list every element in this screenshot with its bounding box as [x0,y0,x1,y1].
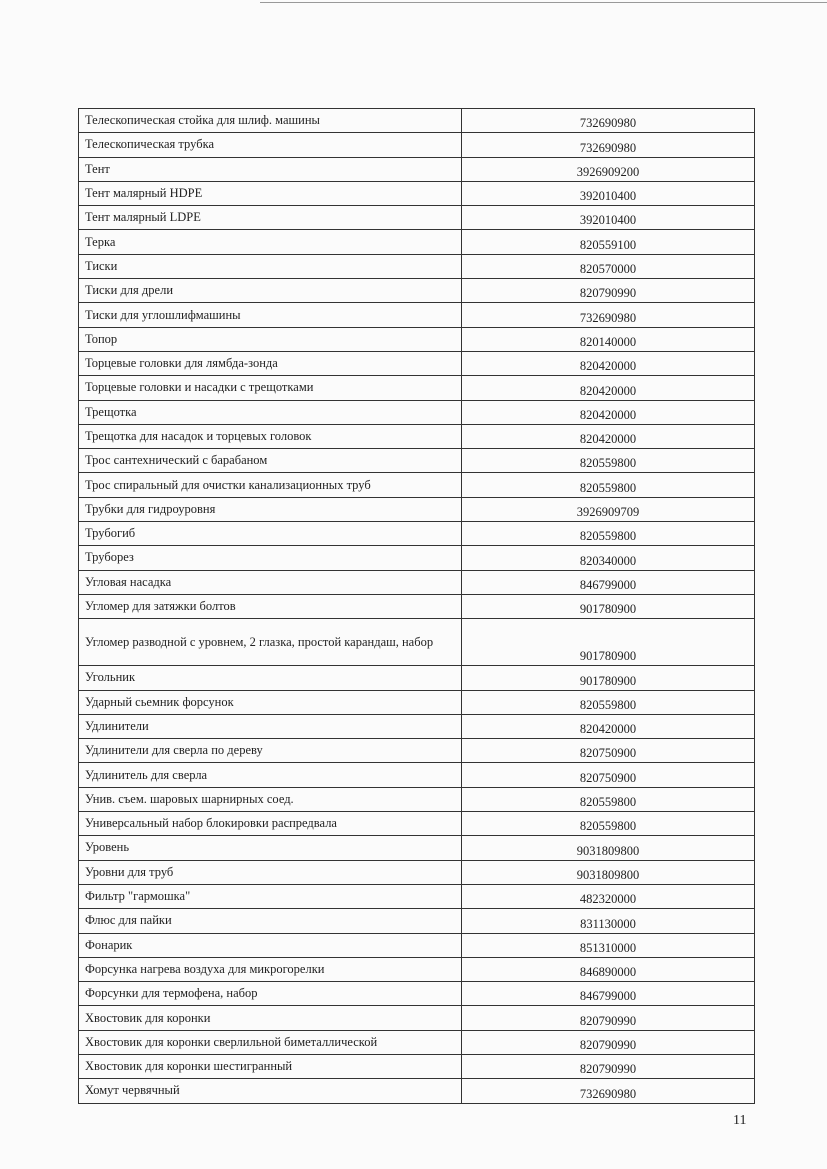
item-name: Телескопическая трубка [79,133,462,157]
item-name: Торцевые головки для лямбда-зонда [79,351,462,375]
table-row [79,109,755,133]
item-code: 820559800 [462,473,755,497]
item-code: 732690980 [462,1079,755,1103]
table-row [79,376,755,400]
item-code: 482320000 [462,884,755,908]
item-code: 9031809800 [462,860,755,884]
item-name: Трещотка [79,400,462,424]
item-name: Форсунки для термофена, набор [79,982,462,1006]
item-code: 820559800 [462,787,755,811]
item-code: 820340000 [462,546,755,570]
item-code: 820750900 [462,739,755,763]
table-row [79,1030,755,1054]
item-code: 820420000 [462,714,755,738]
item-code: 901780900 [462,619,755,666]
item-name: Хомут червячный [79,1079,462,1103]
table-row [79,957,755,981]
item-name: Тиски [79,254,462,278]
item-code: 732690980 [462,303,755,327]
table-row [79,1079,755,1103]
item-code: 831130000 [462,909,755,933]
item-name: Тент малярный LDPE [79,206,462,230]
item-code: 820420000 [462,376,755,400]
item-code: 820790990 [462,279,755,303]
hs-code-table [78,108,755,1104]
item-name: Тент [79,157,462,181]
item-code: 820790990 [462,1030,755,1054]
item-name: Трос сантехнический с барабаном [79,449,462,473]
item-name: Флюс для пайки [79,909,462,933]
item-code: 820790990 [462,1054,755,1078]
table-row [79,400,755,424]
item-name: Хвостовик для коронки [79,1006,462,1030]
scan-edge-line [260,2,827,3]
item-code: 820420000 [462,351,755,375]
item-name: Фильтр "гармошка" [79,884,462,908]
item-name: Труборез [79,546,462,570]
table-row [79,570,755,594]
table-row [79,666,755,690]
item-name: Удлинитель для сверла [79,763,462,787]
item-name: Универсальный набор блокировки распредвала [79,812,462,836]
item-code: 820750900 [462,763,755,787]
item-name: Ударный сьемник форсунок [79,690,462,714]
item-code: 820559800 [462,522,755,546]
item-name: Фонарик [79,933,462,957]
item-code: 820559800 [462,690,755,714]
item-name: Угольник [79,666,462,690]
item-code: 820140000 [462,327,755,351]
item-code: 9031809800 [462,836,755,860]
item-code: 820559800 [462,449,755,473]
table-row [79,181,755,205]
table-row [79,546,755,570]
item-name: Удлинители для сверла по дереву [79,739,462,763]
table-row [79,933,755,957]
table-row [79,594,755,618]
item-code: 901780900 [462,594,755,618]
table-row [79,424,755,448]
item-name: Торцевые головки и насадки с трещотками [79,376,462,400]
item-code: 392010400 [462,206,755,230]
table-row [79,303,755,327]
item-name: Топор [79,327,462,351]
item-name: Телескопическая стойка для шлиф. машины [79,109,462,133]
table-row [79,982,755,1006]
item-code: 820559800 [462,812,755,836]
table-row [79,763,755,787]
table-row [79,157,755,181]
item-name: Уровень [79,836,462,860]
table-row [79,812,755,836]
table-row [79,619,755,666]
table-row [79,133,755,157]
item-code: 820570000 [462,254,755,278]
table-row [79,522,755,546]
table-row [79,279,755,303]
item-code: 3926909709 [462,497,755,521]
table-row [79,787,755,811]
table-row [79,739,755,763]
item-code: 851310000 [462,933,755,957]
item-code: 732690980 [462,133,755,157]
item-name: Форсунка нагрева воздуха для микрогорелки [79,957,462,981]
item-name: Уровни для труб [79,860,462,884]
item-name: Трубки для гидроуровня [79,497,462,521]
table-row [79,909,755,933]
item-code: 820420000 [462,424,755,448]
item-code: 392010400 [462,181,755,205]
item-name: Удлинители [79,714,462,738]
table-row [79,714,755,738]
page-number: 11 [733,1113,747,1128]
item-code: 3926909200 [462,157,755,181]
table-row [79,836,755,860]
item-code: 820420000 [462,400,755,424]
item-name: Угломер разводной с уровнем, 2 глазка, простой карандаш, набор [79,619,462,666]
item-name: Трубогиб [79,522,462,546]
item-code: 901780900 [462,666,755,690]
item-name: Тент малярный HDPE [79,181,462,205]
item-name: Тиски для дрели [79,279,462,303]
table-row [79,473,755,497]
item-name: Терка [79,230,462,254]
table-row [79,1054,755,1078]
table-row [79,206,755,230]
item-code: 732690980 [462,109,755,133]
table-row [79,254,755,278]
item-code: 846799000 [462,982,755,1006]
table-row [79,327,755,351]
table-row [79,230,755,254]
table-row [79,1006,755,1030]
item-name: Хвостовик для коронки шестигранный [79,1054,462,1078]
item-name: Тиски для углошлифмашины [79,303,462,327]
table-row [79,690,755,714]
item-code: 846890000 [462,957,755,981]
item-name: Унив. съем. шаровых шарнирных соед. [79,787,462,811]
item-name: Угловая насадка [79,570,462,594]
item-code: 846799000 [462,570,755,594]
item-name: Трещотка для насадок и торцевых головок [79,424,462,448]
item-name: Угломер для затяжки болтов [79,594,462,618]
table-row [79,497,755,521]
item-code: 820559100 [462,230,755,254]
item-code: 820790990 [462,1006,755,1030]
item-name: Трос спиральный для очистки канализационных труб [79,473,462,497]
table-row [79,860,755,884]
table-row [79,351,755,375]
item-name: Хвостовик для коронки сверлильной биметаллической [79,1030,462,1054]
table-row [79,884,755,908]
table-row [79,449,755,473]
